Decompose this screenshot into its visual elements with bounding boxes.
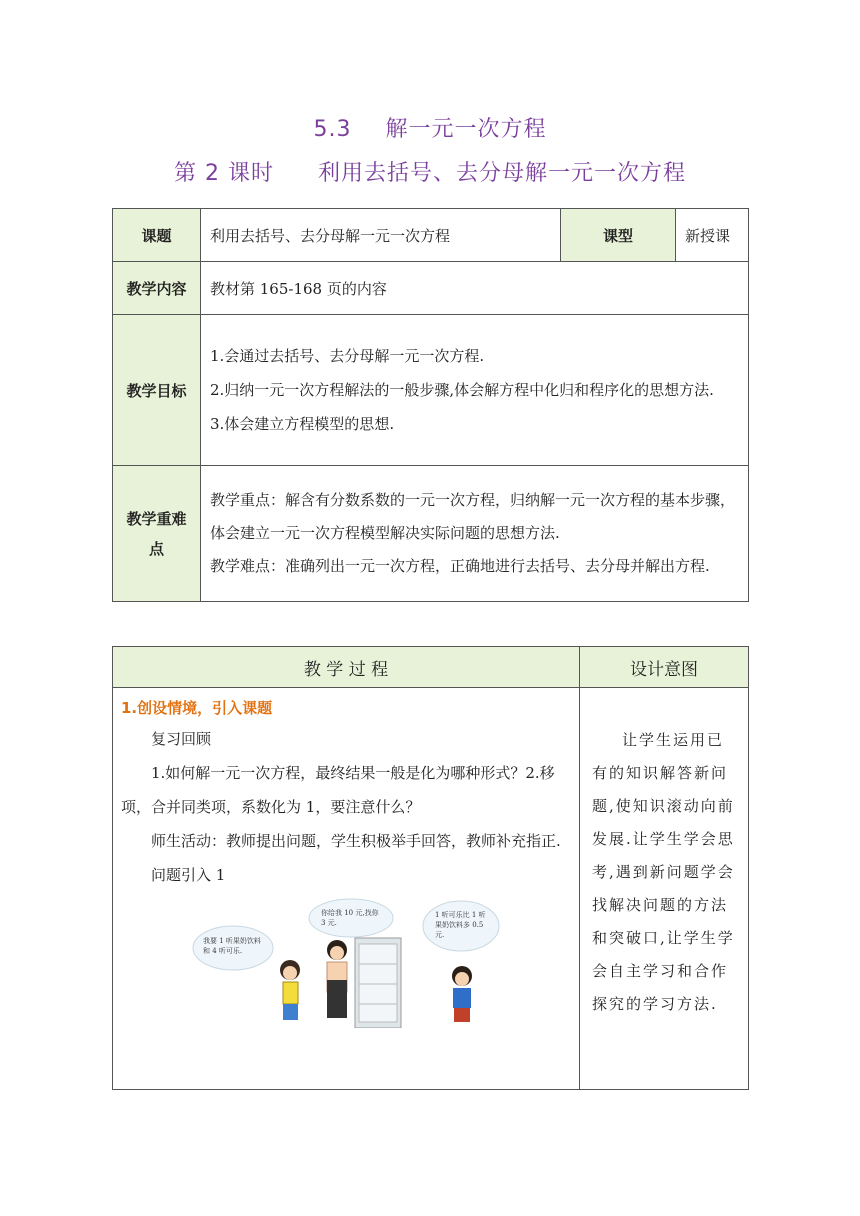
type-value: 新授课: [676, 209, 749, 262]
section-title-text: 解一元一次方程: [385, 117, 547, 142]
key-points-cell: [201, 466, 749, 602]
goals-label: 教学目标: [113, 315, 201, 466]
goal-item: 3.体会建立方程模型的思想.: [210, 415, 395, 433]
topic-label: 课题: [113, 209, 201, 262]
content-value: 教材第 165-168 页的内容: [201, 262, 749, 315]
lesson-title: [0, 156, 860, 187]
difficult-point: 教学难点：准确列出一元一次方程，正确地进行去括号、去分母并解出方程.: [210, 557, 710, 575]
key-points-label: 教学重难点: [113, 466, 201, 602]
goal-item: 2.归纳一元一次方程解法的一般步骤,体会解方程中化归和程序化的思想方法.: [210, 381, 714, 399]
topic-value: 利用去括号、去分母解一元一次方程: [201, 209, 561, 262]
teacher-speech-bubble: 你给我 10 元,找你 3 元.: [321, 909, 379, 927]
review-label: 复习回顾: [151, 730, 212, 748]
section-title: [0, 112, 860, 143]
review-question: 1.如何解一元一次方程，最终结果一般是化为哪种形式？2.移项，合并同类项，系数化为 1，要注意什么？: [121, 764, 555, 816]
boy-speech-bubble: 1 听可乐比 1 听果奶饮料多 0.5 元.: [435, 911, 486, 939]
process-table: [112, 646, 749, 1090]
type-label: 课型: [561, 209, 676, 262]
goals-cell: [201, 315, 749, 466]
process-content: [113, 688, 580, 1090]
problem-intro: 问题引入 1: [151, 866, 226, 884]
shop-illustration: [191, 898, 501, 1028]
activity-text: 师生活动：教师提出问题，学生积极举手回答，教师补充指正.: [151, 832, 561, 850]
process-header: 教 学 过 程: [113, 647, 580, 688]
lesson-title-text: 利用去括号、去分母解一元一次方程: [317, 161, 686, 186]
section-number: 5.3: [313, 117, 352, 142]
intent-header: 设计意图: [580, 647, 749, 688]
section-heading: 1.创设情境，引入课题: [121, 699, 273, 717]
lesson-info-table: [112, 208, 749, 602]
design-intent-cell: [580, 688, 749, 1090]
lesson-number: 第 2 课时: [174, 161, 274, 186]
content-label: 教学内容: [113, 262, 201, 315]
design-intent-text: 让学生运用已有的知识解答新问题,使知识滚动向前发展.让学生学会思考,遇到新问题学会找解决问题的方法和突破口,让学生学会自主学习和合作探究的学习方法.: [592, 731, 735, 1013]
goal-item: 1.会通过去括号、去分母解一元一次方程.: [210, 347, 485, 365]
key-point: 教学重点：解含有分数系数的一元一次方程，归纳解一元一次方程的基本步骤，体会建立一元一次方程模型解决实际问题的思想方法.: [210, 491, 736, 542]
girl-speech-bubble: 我要 1 听果奶饮料和 4 听可乐.: [203, 937, 261, 955]
